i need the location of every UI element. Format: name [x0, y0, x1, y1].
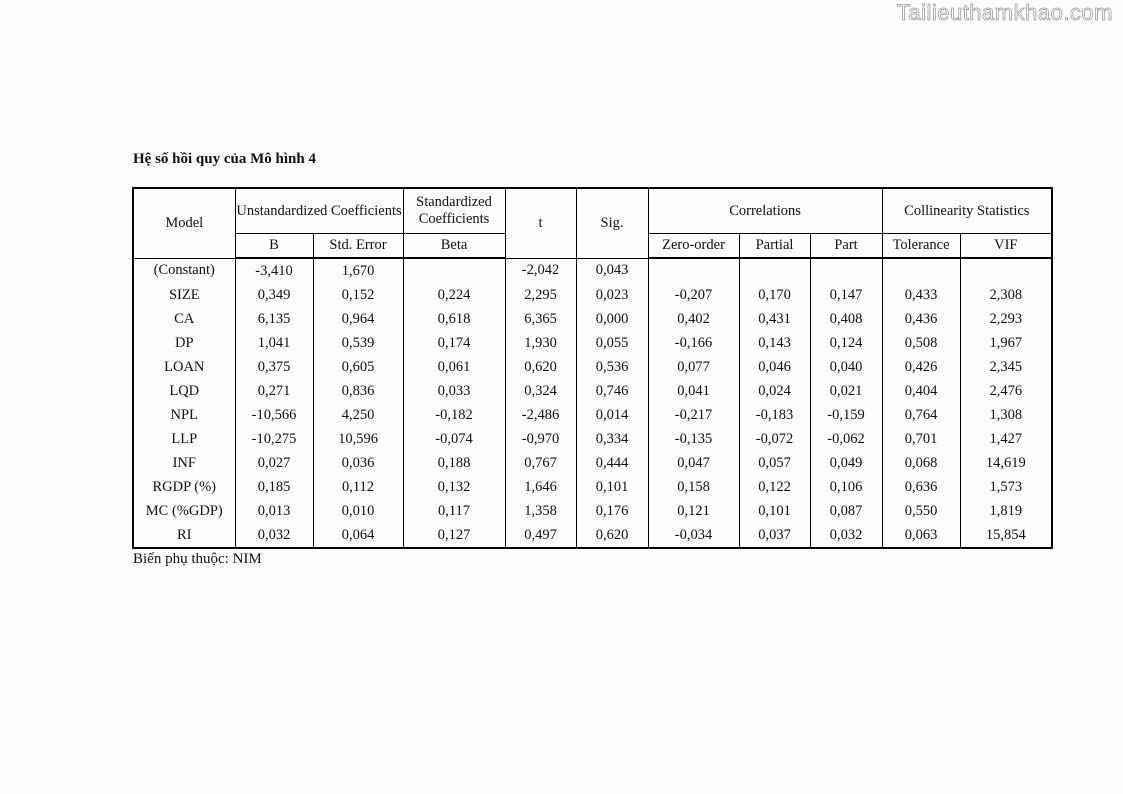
cell-partial: 0,046: [739, 355, 810, 379]
cell-b: -10,275: [235, 427, 313, 451]
cell-part: [810, 258, 882, 283]
header-standardized-coefficients: Standardized Coefficients: [403, 188, 505, 234]
cell-beta: 0,618: [403, 307, 505, 331]
cell-tolerance: 0,063: [882, 523, 960, 548]
cell-part: -0,159: [810, 403, 882, 427]
cell-partial: -0,072: [739, 427, 810, 451]
cell-sig: 0,176: [576, 499, 648, 523]
cell-std-error: 0,964: [313, 307, 403, 331]
table-row: [133, 258, 1052, 283]
table-row: [133, 451, 1052, 475]
cell-vif: 2,293: [960, 307, 1052, 331]
cell-variable: NPL: [133, 403, 235, 427]
header-collinearity-statistics: Collinearity Statistics: [882, 188, 1052, 234]
cell-b: 0,271: [235, 379, 313, 403]
cell-t: 1,358: [505, 499, 576, 523]
cell-beta: 0,033: [403, 379, 505, 403]
cell-sig: 0,746: [576, 379, 648, 403]
cell-beta: 0,117: [403, 499, 505, 523]
cell-t: 2,295: [505, 283, 576, 307]
cell-beta: -0,182: [403, 403, 505, 427]
cell-sig: 0,043: [576, 258, 648, 283]
header-sig: Sig.: [576, 188, 648, 258]
cell-part: 0,124: [810, 331, 882, 355]
cell-part: 0,032: [810, 523, 882, 548]
cell-variable: CA: [133, 307, 235, 331]
cell-b: 0,349: [235, 283, 313, 307]
table-row: [133, 307, 1052, 331]
cell-part: 0,408: [810, 307, 882, 331]
cell-vif: 1,819: [960, 499, 1052, 523]
cell-tolerance: 0,636: [882, 475, 960, 499]
cell-vif: 2,308: [960, 283, 1052, 307]
cell-zero-order: -0,207: [648, 283, 739, 307]
cell-t: -2,042: [505, 258, 576, 283]
header-std-error: Std. Error: [313, 234, 403, 259]
cell-vif: 1,308: [960, 403, 1052, 427]
coefficients-table: [132, 187, 1053, 549]
table-caption: Hệ số hồi quy của Mô hình 4: [133, 151, 316, 167]
cell-beta: 0,061: [403, 355, 505, 379]
cell-zero-order: -0,135: [648, 427, 739, 451]
cell-part: 0,147: [810, 283, 882, 307]
cell-t: 1,646: [505, 475, 576, 499]
cell-vif: 14,619: [960, 451, 1052, 475]
header-beta: Beta: [403, 234, 505, 259]
cell-tolerance: 0,433: [882, 283, 960, 307]
cell-tolerance: 0,068: [882, 451, 960, 475]
cell-partial: 0,170: [739, 283, 810, 307]
cell-t: 0,767: [505, 451, 576, 475]
cell-zero-order: [648, 258, 739, 283]
cell-partial: 0,101: [739, 499, 810, 523]
cell-sig: 0,023: [576, 283, 648, 307]
cell-partial: [739, 258, 810, 283]
cell-zero-order: 0,121: [648, 499, 739, 523]
cell-t: 1,930: [505, 331, 576, 355]
table-row: [133, 331, 1052, 355]
cell-b: 6,135: [235, 307, 313, 331]
cell-variable: RGDP (%): [133, 475, 235, 499]
cell-vif: 1,967: [960, 331, 1052, 355]
cell-part: 0,087: [810, 499, 882, 523]
cell-b: -3,410: [235, 258, 313, 283]
header-b: B: [235, 234, 313, 259]
cell-beta: -0,074: [403, 427, 505, 451]
cell-vif: 2,345: [960, 355, 1052, 379]
cell-beta: [403, 258, 505, 283]
cell-part: 0,049: [810, 451, 882, 475]
header-vif: VIF: [960, 234, 1052, 259]
cell-tolerance: 0,701: [882, 427, 960, 451]
cell-variable: RI: [133, 523, 235, 548]
cell-tolerance: 0,426: [882, 355, 960, 379]
cell-zero-order: -0,217: [648, 403, 739, 427]
cell-tolerance: [882, 258, 960, 283]
cell-std-error: 0,605: [313, 355, 403, 379]
table-row: [133, 403, 1052, 427]
table-body: [133, 258, 1052, 548]
cell-std-error: 0,539: [313, 331, 403, 355]
cell-vif: 1,573: [960, 475, 1052, 499]
cell-sig: 0,101: [576, 475, 648, 499]
cell-tolerance: 0,436: [882, 307, 960, 331]
cell-vif: 1,427: [960, 427, 1052, 451]
watermark-text: Tailieuthamkhao.com: [896, 0, 1113, 25]
cell-b: 0,027: [235, 451, 313, 475]
cell-t: 0,620: [505, 355, 576, 379]
cell-b: 1,041: [235, 331, 313, 355]
cell-b: 0,013: [235, 499, 313, 523]
cell-t: 6,365: [505, 307, 576, 331]
cell-partial: 0,122: [739, 475, 810, 499]
header-t: t: [505, 188, 576, 258]
cell-std-error: 0,036: [313, 451, 403, 475]
cell-part: 0,106: [810, 475, 882, 499]
cell-zero-order: 0,047: [648, 451, 739, 475]
table-row: [133, 355, 1052, 379]
header-zero-order: Zero-order: [648, 234, 739, 259]
cell-variable: (Constant): [133, 258, 235, 283]
cell-part: 0,021: [810, 379, 882, 403]
cell-variable: INF: [133, 451, 235, 475]
cell-t: -2,486: [505, 403, 576, 427]
cell-tolerance: 0,550: [882, 499, 960, 523]
cell-part: 0,040: [810, 355, 882, 379]
cell-zero-order: 0,077: [648, 355, 739, 379]
cell-vif: [960, 258, 1052, 283]
table-row: [133, 475, 1052, 499]
cell-sig: 0,620: [576, 523, 648, 548]
table-row: [133, 379, 1052, 403]
table-row: [133, 523, 1052, 548]
cell-partial: 0,143: [739, 331, 810, 355]
cell-std-error: 0,836: [313, 379, 403, 403]
header-unstandardized-coefficients: Unstandardized Coefficients: [235, 188, 403, 234]
cell-partial: -0,183: [739, 403, 810, 427]
cell-std-error: 10,596: [313, 427, 403, 451]
cell-tolerance: 0,404: [882, 379, 960, 403]
header-correlations: Correlations: [648, 188, 882, 234]
cell-b: 0,185: [235, 475, 313, 499]
cell-sig: 0,055: [576, 331, 648, 355]
cell-zero-order: -0,166: [648, 331, 739, 355]
cell-sig: 0,334: [576, 427, 648, 451]
table-row: [133, 283, 1052, 307]
cell-variable: LQD: [133, 379, 235, 403]
cell-sig: 0,014: [576, 403, 648, 427]
header-part: Part: [810, 234, 882, 259]
cell-beta: 0,174: [403, 331, 505, 355]
cell-t: -0,970: [505, 427, 576, 451]
cell-part: -0,062: [810, 427, 882, 451]
header-tolerance: Tolerance: [882, 234, 960, 259]
dependent-variable-note: Biến phụ thuộc: NIM: [133, 551, 262, 567]
cell-sig: 0,444: [576, 451, 648, 475]
cell-partial: 0,431: [739, 307, 810, 331]
cell-zero-order: 0,158: [648, 475, 739, 499]
table-row: [133, 499, 1052, 523]
cell-b: -10,566: [235, 403, 313, 427]
cell-sig: 0,000: [576, 307, 648, 331]
cell-t: 0,324: [505, 379, 576, 403]
cell-partial: 0,057: [739, 451, 810, 475]
cell-t: 0,497: [505, 523, 576, 548]
cell-std-error: 0,064: [313, 523, 403, 548]
cell-partial: 0,024: [739, 379, 810, 403]
cell-vif: 15,854: [960, 523, 1052, 548]
cell-variable: MC (%GDP): [133, 499, 235, 523]
header-model: Model: [133, 188, 235, 258]
cell-std-error: 4,250: [313, 403, 403, 427]
cell-zero-order: -0,034: [648, 523, 739, 548]
cell-variable: SIZE: [133, 283, 235, 307]
header-partial: Partial: [739, 234, 810, 259]
cell-std-error: 0,152: [313, 283, 403, 307]
cell-partial: 0,037: [739, 523, 810, 548]
cell-variable: LLP: [133, 427, 235, 451]
table-row: [133, 427, 1052, 451]
cell-beta: 0,224: [403, 283, 505, 307]
cell-tolerance: 0,764: [882, 403, 960, 427]
cell-vif: 2,476: [960, 379, 1052, 403]
cell-std-error: 0,010: [313, 499, 403, 523]
cell-beta: 0,127: [403, 523, 505, 548]
cell-beta: 0,188: [403, 451, 505, 475]
cell-zero-order: 0,402: [648, 307, 739, 331]
cell-b: 0,032: [235, 523, 313, 548]
cell-std-error: 0,112: [313, 475, 403, 499]
cell-variable: DP: [133, 331, 235, 355]
cell-zero-order: 0,041: [648, 379, 739, 403]
cell-sig: 0,536: [576, 355, 648, 379]
cell-b: 0,375: [235, 355, 313, 379]
cell-std-error: 1,670: [313, 258, 403, 283]
cell-beta: 0,132: [403, 475, 505, 499]
cell-tolerance: 0,508: [882, 331, 960, 355]
cell-variable: LOAN: [133, 355, 235, 379]
